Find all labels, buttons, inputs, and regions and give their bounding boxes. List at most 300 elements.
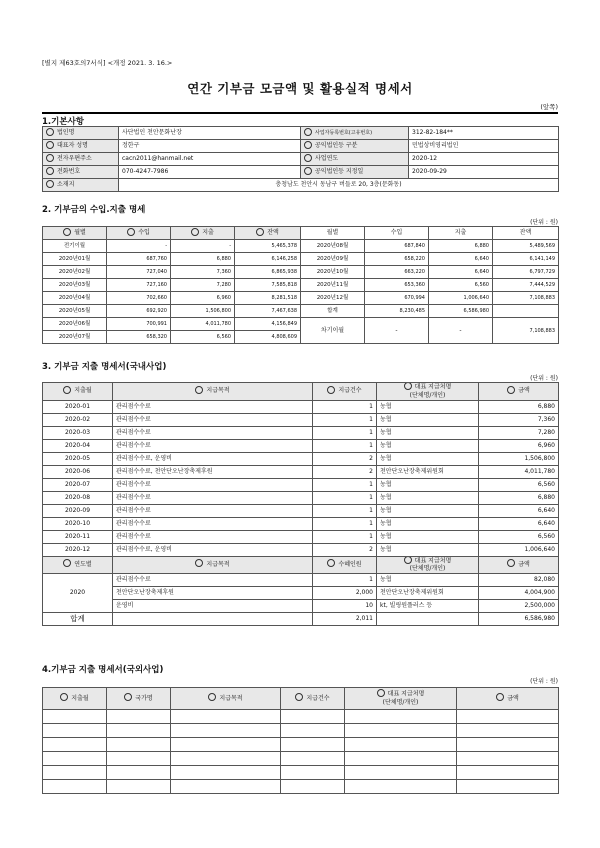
purpose-cell [113,413,313,426]
amount-cell-text: 7,280 [537,428,555,436]
empty-cell [345,780,457,794]
income-cell-text: 727,160 [146,282,167,288]
expense-cell-text: 6,880 [474,243,489,249]
purpose-cell-text: 관리점수수료 [116,402,151,410]
purpose-cell-text: 관리점수수료 [116,519,151,527]
balance-cell [493,305,559,318]
count-cell-text: 10 [365,602,373,609]
expense-row [43,491,559,504]
column-header [113,556,313,574]
payee-cell [377,517,479,530]
front-side-label: (앞쪽) [540,103,558,111]
address-value-text: 충청남도 천안시 동남구 버들로 20, 3층(문화동) [275,181,402,188]
month-cell [43,517,113,530]
circle-marker-icon [327,386,335,394]
total-label [43,613,113,626]
empty-cell [107,724,171,738]
purpose-cell [113,439,313,452]
field-label-text: 사업연도 [315,155,339,162]
column-header [43,556,113,574]
month-cell-text: 2020년10월 [316,269,349,275]
month-cell [43,543,113,556]
expense-row [43,530,559,543]
expense-cell-text: 7,360 [216,269,231,275]
field-label [43,153,119,166]
column-header-text: 대표 지급처명 [414,557,452,564]
count-cell-text: 2 [369,454,373,462]
field-value-text: 070-4247-7986 [122,168,169,175]
payee-cell-text: 천안단오난장축제위원회 [380,467,444,475]
expense-cell [429,240,493,253]
month-cell-text: 2020년06월 [58,321,91,327]
empty-cell [107,710,171,724]
column-header [171,688,281,710]
expense-cell-text: 6,560 [216,334,231,340]
income-cell [107,240,171,253]
purpose-cell-text: 관리점수수료 [116,480,151,488]
payee-cell [377,439,479,452]
purpose-cell [113,517,313,530]
income-cell-text: 687,760 [146,256,167,262]
income-cell-text: 700,991 [146,321,167,327]
expense-cell [171,331,235,344]
count-cell-text: 2,000 [355,589,373,596]
month-cell-text: 전기이월 [63,243,86,249]
month-cell [43,491,113,504]
monthly-row [43,279,559,292]
empty-cell [281,780,345,794]
count-cell [313,491,377,504]
monthly-row [43,318,559,331]
month-cell [301,240,365,253]
expense-row [43,478,559,491]
column-header-text: 대표 지급처명 [414,383,452,391]
purpose-cell [113,478,313,491]
month-cell-text: 2020년01월 [58,256,91,262]
domestic-expense-table [42,382,559,626]
purpose-cell [113,530,313,543]
empty-cell [171,752,281,766]
monthly-row [43,266,559,279]
month-cell-text: 2020-12 [64,545,91,553]
income-cell [365,279,429,292]
purpose-cell [113,491,313,504]
balance-cell-text: 7,108,883 [529,295,555,301]
balance-cell [235,253,301,266]
circle-marker-icon [208,693,216,701]
income-cell [365,253,429,266]
basic-info-row [43,153,559,166]
balance-cell [235,318,301,331]
circle-marker-icon [46,128,54,136]
payee-cell [377,413,479,426]
expense-row [43,426,559,439]
column-header [457,688,559,710]
month-cell [43,504,113,517]
amount-cell [479,587,559,600]
month-cell [43,266,107,279]
empty-cell [107,780,171,794]
month-cell [301,266,365,279]
expense-cell-text: - [229,243,231,249]
count-cell-text: 1 [369,415,373,423]
empty-cell [171,780,281,794]
amount-cell-text: 82,080 [534,576,555,583]
purpose-cell [113,465,313,478]
balance-cell [235,292,301,305]
count-cell-text: 1 [369,480,373,488]
payee-cell-text: 농협 [380,545,392,553]
amount-cell [479,478,559,491]
empty-cell [171,724,281,738]
year-cell-text: 2020 [69,589,86,596]
empty-cell [457,766,559,780]
column-header-text: 지급건수 [306,694,330,702]
circle-marker-icon [304,141,312,149]
empty-row [43,724,559,738]
empty-cell [345,724,457,738]
total-payee [377,613,479,626]
field-value [409,166,559,179]
count-cell-text: 1 [369,519,373,527]
balance-cell-text: 5,489,569 [529,243,555,249]
month-cell [43,240,107,253]
address-row [43,179,559,192]
income-cell-text: 727,040 [146,269,167,275]
field-label [43,140,119,153]
expense-cell [171,240,235,253]
monthly-row [43,240,559,253]
field-value [409,153,559,166]
field-value [119,127,301,140]
purpose-cell-text: 관리점수수료, 운영비 [116,545,172,553]
amount-cell-text: 6,560 [537,532,555,540]
column-header-text: 잔액 [519,229,532,236]
empty-cell [345,738,457,752]
purpose-cell-text: 관리점수수료 [116,428,151,436]
column-header [107,688,171,710]
empty-cell [43,752,107,766]
count-cell-text: 1 [369,441,373,449]
balance-cell [493,266,559,279]
expense-cell-text: 4,011,780 [205,321,231,327]
count-cell-text: 1 [369,402,373,410]
count-cell-text: 2 [369,545,373,553]
empty-cell [281,724,345,738]
expense-cell-text: 1,006,640 [463,295,489,301]
count-cell [313,426,377,439]
header-row [43,383,559,401]
purpose-cell [113,574,313,587]
month-cell [43,305,107,318]
amount-cell-text: 6,880 [537,402,555,410]
circle-marker-icon [256,228,264,236]
field-value [119,166,301,179]
month-cell-text: 2020-04 [64,441,91,449]
basic-info-row [43,166,559,179]
empty-cell [457,710,559,724]
amount-cell-text: 6,640 [537,506,555,514]
payee-cell-text: 농협 [380,402,392,410]
column-header-text: 지출 [202,229,214,236]
column-header-text: 대표 지급처명 [387,690,425,698]
column-header [345,688,457,710]
amount-cell-text: 7,360 [537,415,555,423]
total-label-text: 합계 [70,614,85,623]
field-label-text: 사업자등록번호(고유번호) [315,130,373,136]
balance-cell-text: 6,141,149 [529,256,555,262]
carry-label [301,318,365,344]
header-row [43,556,559,574]
section-4-title: 4.기부금 지출 명세서(국외사업) [42,665,164,675]
column-header [365,227,429,240]
purpose-cell [113,452,313,465]
balance-cell [493,253,559,266]
month-cell [301,292,365,305]
purpose-cell-text: 관리점수수료, 천안단오난장축제후원 [116,467,213,475]
payee-cell [377,574,479,587]
payee-cell [377,465,479,478]
amount-cell [479,530,559,543]
empty-cell [43,738,107,752]
field-label [43,127,119,140]
purpose-cell [113,426,313,439]
income-cell [107,331,171,344]
count-cell-text: 2 [369,467,373,475]
section-3-title: 3. 기부금 지출 명세서(국내사업) [42,362,167,372]
field-label-text: 공익법인등 지정일 [315,168,364,175]
expense-cell-text: 7,280 [216,282,231,288]
month-cell [43,413,113,426]
amount-cell-text: 2,500,000 [524,602,555,609]
field-value-text: 정한구 [122,142,140,149]
month-cell-text: 2020년07월 [58,334,91,340]
month-cell-text: 2020-05 [64,454,91,462]
circle-marker-icon [46,180,54,188]
field-value [409,127,559,140]
column-header [43,383,113,401]
column-header-text: 지급목적 [206,560,230,568]
month-cell [301,305,365,318]
empty-cell [107,738,171,752]
circle-marker-icon [63,559,71,567]
amount-cell-text: 6,560 [537,480,555,488]
amount-cell-text: 6,960 [537,441,555,449]
field-value-text: cacn2011@hanmail.net [122,155,194,162]
expense-cell [429,266,493,279]
field-value-text: 사단법인 천안문화난장 [122,129,182,136]
amount-cell [479,543,559,556]
total-amount [479,613,559,626]
field-value-text: 민법상비영리법인 [412,142,459,149]
payee-cell [377,587,479,600]
column-header-subtext: (단체명/개인) [382,698,419,706]
month-cell [43,530,113,543]
circle-marker-icon [304,154,312,162]
expense-cell [429,292,493,305]
payee-cell [377,491,479,504]
amount-cell-text: 4,011,780 [524,467,555,475]
balance-cell-text: 6,797,729 [529,269,555,275]
empty-cell [281,710,345,724]
count-cell [313,530,377,543]
month-cell-text: 2020-07 [64,480,91,488]
count-cell [313,439,377,452]
count-cell [313,600,377,613]
expense-row [43,517,559,530]
payee-cell [377,426,479,439]
month-cell-text: 2020년04월 [58,295,91,301]
circle-marker-icon [46,167,54,175]
month-cell-text: 2020년12월 [316,295,349,301]
circle-marker-icon [63,228,71,236]
column-header [113,383,313,401]
column-header-text: 금액 [518,387,530,395]
total-count [313,613,377,626]
payee-cell [377,400,479,413]
column-header [479,556,559,574]
expense-row [43,452,559,465]
empty-cell [171,710,281,724]
column-header-subtext: (단체명/개인) [409,565,446,572]
count-cell [313,465,377,478]
month-cell [43,400,113,413]
column-header [43,227,107,240]
balance-cell [235,266,301,279]
payee-cell-text: kt, 빌링원플러스 등 [380,602,433,609]
empty-cell [345,752,457,766]
column-header-text: 지급목적 [206,387,230,395]
balance-cell [493,279,559,292]
income-cell [365,240,429,253]
amount-cell [479,574,559,587]
empty-cell [43,710,107,724]
monthly-row [43,253,559,266]
payee-cell-text: 농협 [380,506,392,514]
circle-marker-icon [127,228,135,236]
month-cell [43,279,107,292]
amount-cell [479,465,559,478]
section-1-title: 1.기본사항 [42,112,558,126]
expense-row [43,413,559,426]
circle-marker-icon [507,386,515,394]
column-header-text: 지출월 [71,694,89,702]
expense-cell-text: 6,560 [474,282,489,288]
empty-cell [43,766,107,780]
basic-info-row [43,127,559,140]
column-header [313,383,377,401]
purpose-cell [113,600,313,613]
purpose-cell-text: 천안단오난장축제후원 [116,589,174,596]
income-cell [365,266,429,279]
amount-cell [479,491,559,504]
circle-marker-icon [63,386,71,394]
carry-expense-text: - [459,326,462,334]
amount-cell [479,517,559,530]
circle-marker-icon [304,167,312,175]
field-label [301,153,409,166]
month-cell-text: 2020년09월 [316,256,349,262]
payee-cell [377,543,479,556]
empty-cell [281,752,345,766]
column-header [377,556,479,574]
column-header [107,227,171,240]
column-header-text: 지급목적 [219,694,243,702]
expense-cell [171,305,235,318]
month-cell [43,452,113,465]
income-cell-text: 658,220 [404,256,425,262]
payee-cell [377,478,479,491]
income-cell [107,266,171,279]
balance-cell-text: 7,585,818 [271,282,297,288]
circle-marker-icon [404,556,412,564]
basic-info-row [43,140,559,153]
monthly-row [43,305,559,318]
payee-cell-text: 농협 [380,493,392,501]
balance-cell-text: 7,467,638 [271,308,297,314]
circle-marker-icon [46,141,54,149]
column-header-text: 수혜인원 [338,560,362,568]
empty-row [43,738,559,752]
month-cell-text: 2020-02 [64,415,91,423]
amount-cell [479,439,559,452]
income-cell [365,305,429,318]
form-number: [별지 제63호의7서식] <개정 2021. 3. 16.> [42,59,173,67]
column-header [313,556,377,574]
empty-cell [107,752,171,766]
column-header-text: 지출월 [74,387,92,395]
yearly-row [43,574,559,587]
amount-cell-text: 6,640 [537,519,555,527]
income-cell [107,279,171,292]
amount-cell [479,600,559,613]
basic-info-table [42,126,559,192]
purpose-cell-text: 관리점수수료 [116,576,151,583]
address-label [43,179,119,192]
field-label-text: 공익법인등 구분 [315,142,358,149]
expense-cell-text: 6,880 [216,256,231,262]
month-cell-text: 2020년05월 [58,308,91,314]
section-2-title: 2. 기부금의 수입.지출 명세 [42,205,146,215]
total-row [43,613,559,626]
empty-cell [457,752,559,766]
month-cell-text: 2020-03 [64,428,91,436]
balance-cell-text: 6,865,938 [271,269,297,275]
purpose-cell [113,400,313,413]
expense-cell [429,253,493,266]
balance-cell-text: 5,465,378 [271,243,297,249]
income-cell [107,292,171,305]
column-header-text: 국가명 [135,694,153,702]
field-value-text: 2020-12 [412,155,438,162]
month-cell-text: 2020년11월 [316,282,349,288]
document-title: 연간 기부금 모금액 및 활용실적 명세서 [187,81,413,96]
overseas-expense-table [42,687,559,794]
empty-row [43,766,559,780]
income-cell-text: 663,220 [404,269,425,275]
circle-marker-icon [195,386,203,394]
empty-cell [43,780,107,794]
month-cell-text: 합계 [327,308,338,314]
amount-cell [479,452,559,465]
empty-row [43,780,559,794]
income-cell-text: 670,994 [404,295,425,301]
field-label-text: 법인명 [57,129,75,136]
carry-income-text: - [395,326,398,334]
section-4-unit: (단위 : 원) [530,678,558,685]
empty-cell [281,766,345,780]
column-header [493,227,559,240]
